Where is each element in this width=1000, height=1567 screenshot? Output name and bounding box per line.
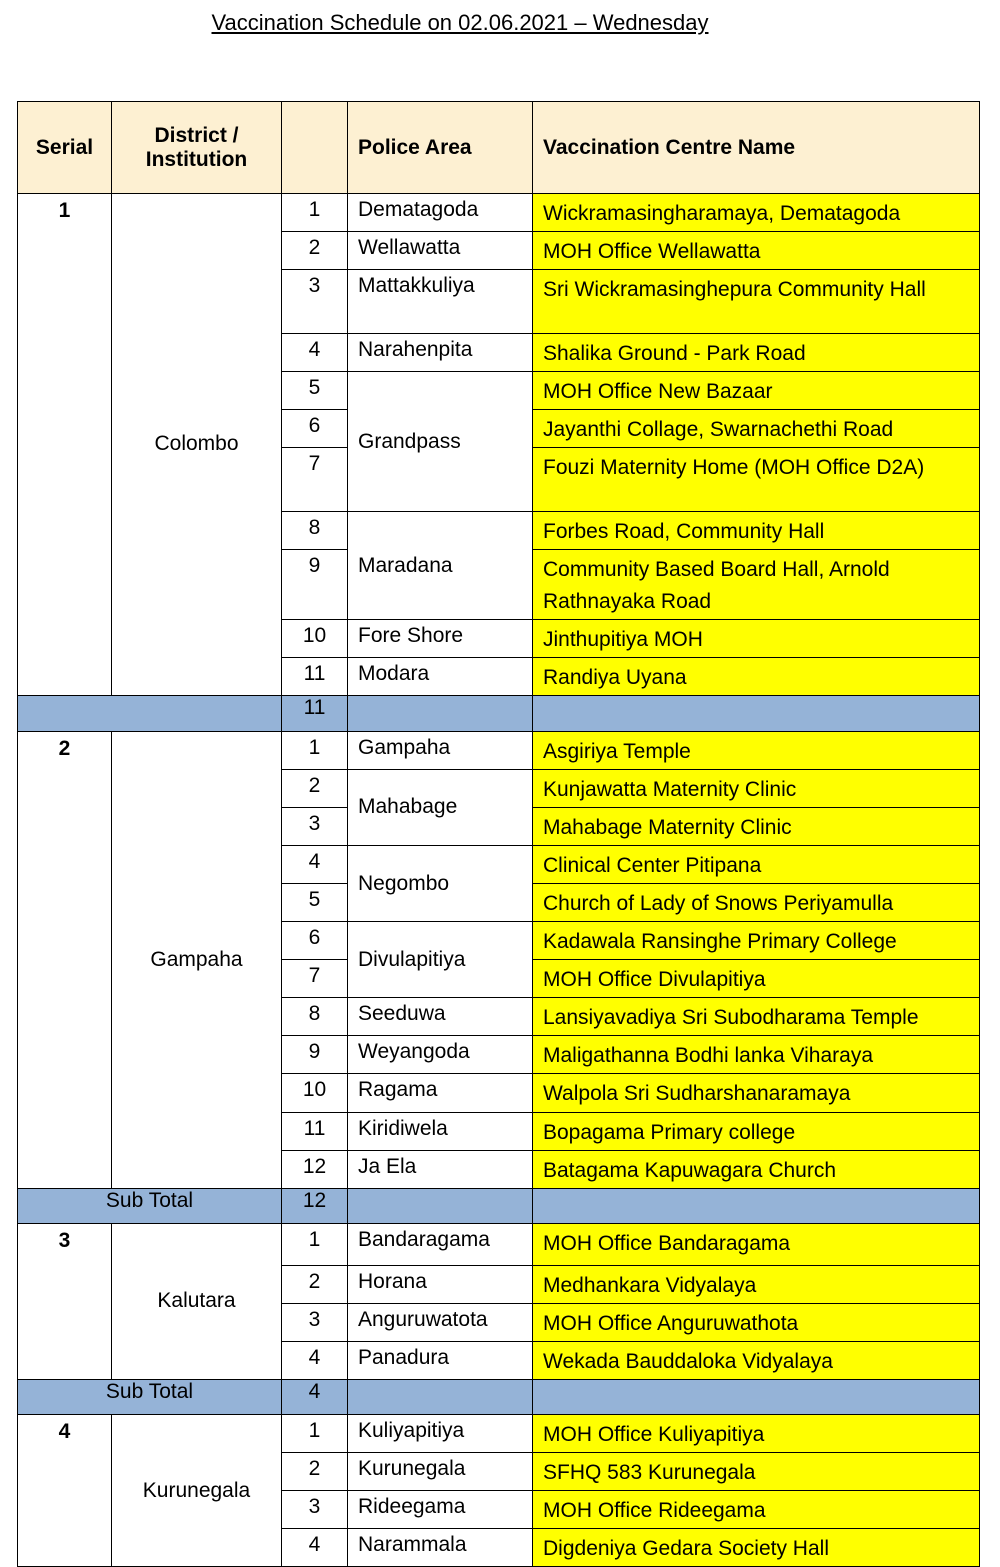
schedule-table <box>17 101 980 1567</box>
police-area-cell: Modara <box>348 657 533 695</box>
row-number: 2 <box>282 1265 348 1303</box>
vaccination-centre-cell: Forbes Road, Community Hall <box>533 512 980 550</box>
serial-cell: 3 <box>18 1223 112 1379</box>
row-number: 7 <box>282 448 348 512</box>
row-number: 3 <box>282 270 348 334</box>
police-area-cell: Kiridiwela <box>348 1112 533 1150</box>
row-number: 7 <box>282 960 348 998</box>
vaccination-centre-cell: MOH Office Anguruwathota <box>533 1303 980 1341</box>
vaccination-centre-cell: MOH Office Kuliyapitiya <box>533 1414 980 1452</box>
header-number <box>282 102 348 194</box>
district-cell: Colombo <box>112 194 282 696</box>
row-number: 9 <box>282 1036 348 1074</box>
police-area-cell: Anguruwatota <box>348 1303 533 1341</box>
police-area-cell: Gampaha <box>348 731 533 769</box>
subtotal-value: 4 <box>282 1379 348 1414</box>
subtotal-empty-cell <box>348 1379 533 1414</box>
vaccination-centre-cell: MOH Office Wellawatta <box>533 232 980 270</box>
subtotal-value: 11 <box>282 695 348 731</box>
vaccination-centre-cell: Wickramasingharamaya, Dematagoda <box>533 194 980 232</box>
police-area-cell: Mattakkuliya <box>348 270 533 334</box>
subtotal-label <box>18 695 282 731</box>
vaccination-centre-cell: Batagama Kapuwagara Church <box>533 1150 980 1188</box>
row-number: 5 <box>282 372 348 410</box>
police-area-cell: Mahabage <box>348 769 533 845</box>
row-number: 6 <box>282 922 348 960</box>
vaccination-centre-cell: Church of Lady of Snows Periyamulla <box>533 884 980 922</box>
vaccination-centre-cell: Fouzi Maternity Home (MOH Office D2A) <box>533 448 980 512</box>
row-number: 11 <box>282 1112 348 1150</box>
table-row <box>18 731 980 769</box>
header-district: District / Institution <box>112 102 282 194</box>
row-number: 1 <box>282 731 348 769</box>
vaccination-centre-cell: Kadawala Ransinghe Primary College <box>533 922 980 960</box>
police-area-cell: Ragama <box>348 1074 533 1112</box>
vaccination-centre-cell: Digdeniya Gedara Society Hall <box>533 1529 980 1567</box>
header-centre: Vaccination Centre Name <box>533 102 980 194</box>
row-number: 4 <box>282 1529 348 1567</box>
row-number: 2 <box>282 1453 348 1491</box>
police-area-cell: Ja Ela <box>348 1150 533 1188</box>
header-serial: Serial <box>18 102 112 194</box>
police-area-cell: Grandpass <box>348 372 533 512</box>
police-area-cell: Kurunegala <box>348 1453 533 1491</box>
police-area-cell: Kuliyapitiya <box>348 1414 533 1452</box>
row-number: 12 <box>282 1150 348 1188</box>
subtotal-row <box>18 1379 980 1414</box>
district-cell: Kalutara <box>112 1223 282 1379</box>
vaccination-centre-cell: MOH Office Bandaragama <box>533 1223 980 1265</box>
vaccination-centre-cell: Asgiriya Temple <box>533 731 980 769</box>
row-number: 8 <box>282 998 348 1036</box>
vaccination-centre-cell: Medhankara Vidyalaya <box>533 1265 980 1303</box>
vaccination-centre-cell: Mahabage Maternity Clinic <box>533 807 980 845</box>
vaccination-centre-cell: Sri Wickramasinghepura Community Hall <box>533 270 980 334</box>
vaccination-centre-cell: SFHQ 583 Kurunegala <box>533 1453 980 1491</box>
vaccination-centre-cell: Wekada Bauddaloka Vidyalaya <box>533 1341 980 1379</box>
row-number: 10 <box>282 1074 348 1112</box>
vaccination-centre-cell: Walpola Sri Sudharshanaramaya <box>533 1074 980 1112</box>
police-area-cell: Dematagoda <box>348 194 533 232</box>
subtotal-row <box>18 695 980 731</box>
vaccination-centre-cell: MOH Office Rideegama <box>533 1491 980 1529</box>
subtotal-value: 12 <box>282 1188 348 1223</box>
vaccination-centre-cell: Clinical Center Pitipana <box>533 846 980 884</box>
header-row <box>18 102 980 194</box>
table-row <box>18 194 980 232</box>
police-area-cell: Horana <box>348 1265 533 1303</box>
row-number: 2 <box>282 232 348 270</box>
row-number: 6 <box>282 410 348 448</box>
district-cell: Kurunegala <box>112 1414 282 1566</box>
row-number: 9 <box>282 550 348 619</box>
table-row <box>18 1414 980 1452</box>
police-area-cell: Seeduwa <box>348 998 533 1036</box>
police-area-cell: Rideegama <box>348 1491 533 1529</box>
police-area-cell: Negombo <box>348 846 533 922</box>
vaccination-centre-cell: Randiya Uyana <box>533 657 980 695</box>
serial-cell: 2 <box>18 731 112 1188</box>
police-area-cell: Weyangoda <box>348 1036 533 1074</box>
row-number: 3 <box>282 1491 348 1529</box>
vaccination-centre-cell: Shalika Ground - Park Road <box>533 334 980 372</box>
row-number: 2 <box>282 769 348 807</box>
subtotal-label: Sub Total <box>18 1188 282 1223</box>
row-number: 1 <box>282 1414 348 1452</box>
subtotal-empty-cell <box>348 695 533 731</box>
vaccination-centre-cell: Maligathanna Bodhi lanka Viharaya <box>533 1036 980 1074</box>
row-number: 1 <box>282 1223 348 1265</box>
header-police-area: Police Area <box>348 102 533 194</box>
vaccination-centre-cell: Jayanthi Collage, Swarnachethi Road <box>533 410 980 448</box>
row-number: 4 <box>282 846 348 884</box>
police-area-cell: Divulapitiya <box>348 922 533 998</box>
vaccination-centre-cell: Community Based Board Hall, Arnold Rathnayaka Road <box>533 550 980 619</box>
vaccination-centre-cell: Jinthupitiya MOH <box>533 619 980 657</box>
subtotal-label: Sub Total <box>18 1379 282 1414</box>
vaccination-centre-cell: MOH Office Divulapitiya <box>533 960 980 998</box>
subtotal-empty-cell <box>533 695 980 731</box>
row-number: 3 <box>282 807 348 845</box>
subtotal-row <box>18 1188 980 1223</box>
vaccination-centre-cell: Bopagama Primary college <box>533 1112 980 1150</box>
serial-cell: 1 <box>18 194 112 696</box>
police-area-cell: Narammala <box>348 1529 533 1567</box>
row-number: 4 <box>282 1341 348 1379</box>
police-area-cell: Narahenpita <box>348 334 533 372</box>
subtotal-empty-cell <box>533 1188 980 1223</box>
police-area-cell: Wellawatta <box>348 232 533 270</box>
page-title: Vaccination Schedule on 02.06.2021 – Wednesday <box>211 10 709 35</box>
row-number: 8 <box>282 512 348 550</box>
vaccination-centre-cell: Lansiyavadiya Sri Subodharama Temple <box>533 998 980 1036</box>
serial-cell: 4 <box>18 1414 112 1566</box>
row-number: 1 <box>282 194 348 232</box>
police-area-cell: Panadura <box>348 1341 533 1379</box>
row-number: 3 <box>282 1303 348 1341</box>
subtotal-empty-cell <box>533 1379 980 1414</box>
row-number: 11 <box>282 657 348 695</box>
row-number: 5 <box>282 884 348 922</box>
vaccination-centre-cell: Kunjawatta Maternity Clinic <box>533 769 980 807</box>
subtotal-empty-cell <box>348 1188 533 1223</box>
row-number: 10 <box>282 619 348 657</box>
vaccination-centre-cell: MOH Office New Bazaar <box>533 372 980 410</box>
table-row <box>18 1223 980 1265</box>
police-area-cell: Fore Shore <box>348 619 533 657</box>
district-cell: Gampaha <box>112 731 282 1188</box>
police-area-cell: Bandaragama <box>348 1223 533 1265</box>
row-number: 4 <box>282 334 348 372</box>
police-area-cell: Maradana <box>348 512 533 619</box>
